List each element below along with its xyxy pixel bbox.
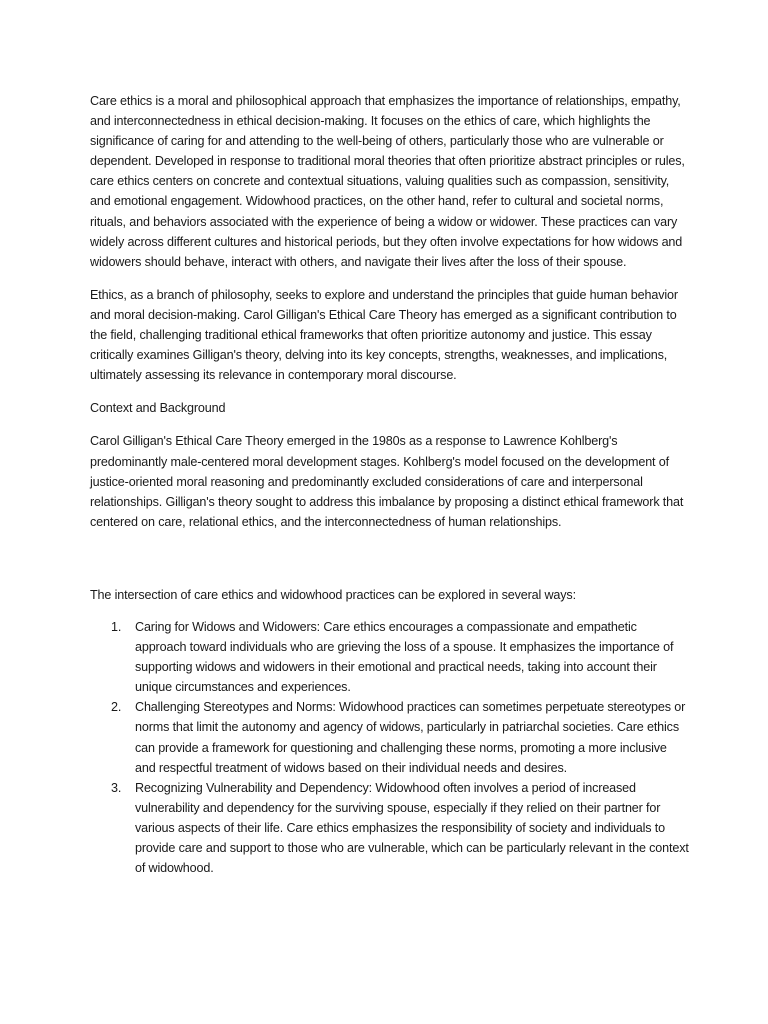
list-item — [90, 617, 690, 697]
list-item-text: Recognizing Vulnerability and Dependency: Widowhood often involves a period of increased vulnerability and dependency for the surviving spouse, especially if they relied on their partner for various aspects of their life. Care ethics emphasizes the responsibility of society and individuals to provide care and support to those who are vulnerable, which can be particularly relevant in the context of widowhood. — [135, 780, 689, 876]
intersection-paragraph: The intersection of care ethics and widowhood practices can be explored in several ways: — [90, 587, 576, 602]
intro-paragraph: Care ethics is a moral and philosophical approach that emphasizes the importance of relationships, empathy, and interconnectedness in ethical decision-making. It focuses on the ethics of care, which highlights the significance of caring for and attending to the well-being of others, particularly those who are vulnerable or dependent. Developed in response to traditional moral theories that often prioritize abstract principles or rules, care ethics centers on concrete and contextual situations, valuing qualities such as compassion, sensitivity, and emotional engagement. Widowhood practices, on the other hand, refer to cultural and societal norms, rituals, and behaviors associated with the experience of being a widow or widower. These practices can vary widely across different cultures and historical periods, but they often involve expectations for how widows and widowers should behave, interact with others, and navigate their lives after the loss of their spouse. — [90, 94, 685, 269]
list-item-number: 2. — [111, 700, 122, 715]
intersection-list — [90, 617, 690, 878]
list-item-text: Caring for Widows and Widowers: Care ethics encourages a compassionate and empathetic approach toward individuals who are grieving the loss of a spouse. It emphasizes the importance of supporting widows and widowers in their emotional and practical needs, taking into account their unique circumstances and experiences. — [135, 619, 674, 695]
list-item-text: Challenging Stereotypes and Norms: Widowhood practices can sometimes perpetuate stereotypes or norms that limit the autonomy and agency of widows, particularly in patriarchal societies. Care ethics can provide a framework for questioning and challenging these norms, promoting a more inclusive and respectful treatment of widows based on their individual needs and desires. — [135, 700, 686, 775]
list-item — [90, 697, 690, 777]
background-paragraph: Carol Gilligan's Ethical Care Theory emerged in the 1980s as a response to Lawrence Kohlberg's predominantly male-centered moral development stages. Kohlberg's model focused on the development of justice-oriented moral reasoning and predominantly excluded considerations of care and interpersonal relationships. Gilligan's theory sought to address this imbalance by proposing a distinct ethical framework that centered on care, relational ethics, and the interconnectedness of human relationships. — [90, 434, 684, 529]
list-item — [90, 778, 690, 878]
section-heading: Context and Background — [90, 401, 226, 416]
document-page — [90, 91, 690, 878]
list-item-number: 1. — [111, 619, 122, 634]
ethics-paragraph: Ethics, as a branch of philosophy, seeks to explore and understand the principles that guide human behavior and moral decision-making. Carol Gilligan's Ethical Care Theory has emerged as a significant contribution to the field, challenging traditional ethical frameworks that often prioritize autonomy and justice. This essay critically examines Gilligan's theory, delving into its key concepts, strengths, weaknesses, and implications, ultimately assessing its relevance in contemporary moral discourse. — [90, 287, 678, 383]
list-item-number: 3. — [111, 780, 122, 795]
